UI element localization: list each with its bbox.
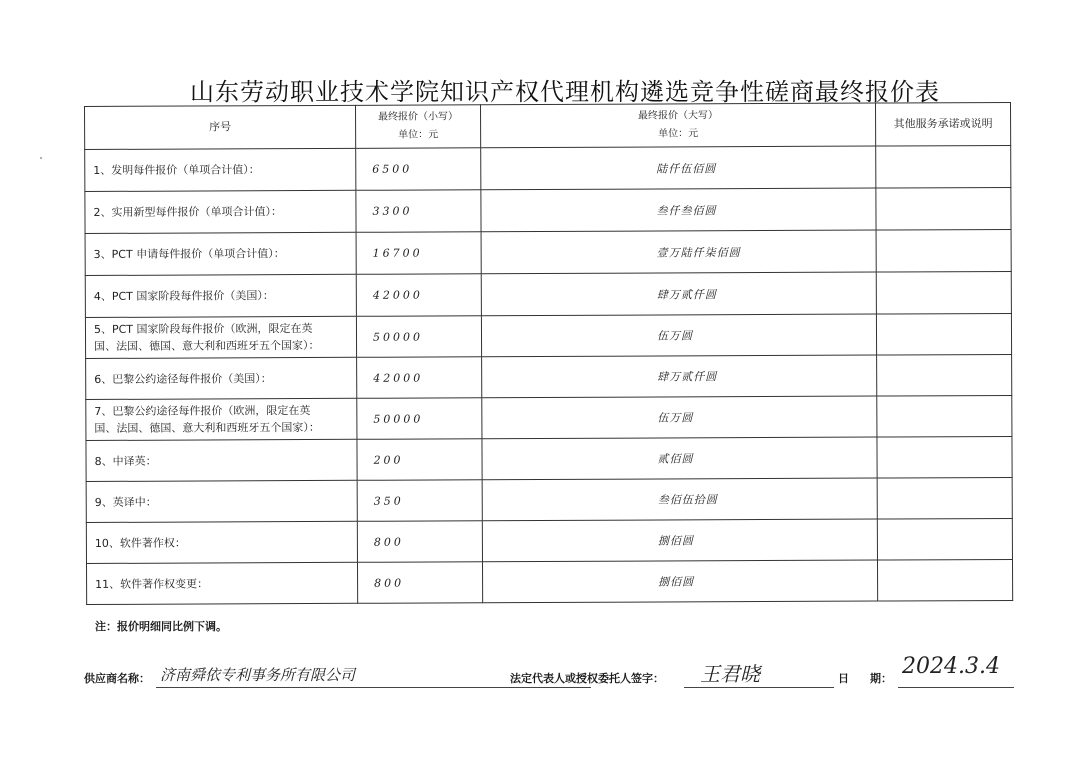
- row-amount-cn: 伍万圆: [481, 314, 876, 357]
- row-item-line: 国、法国、德国、意大利和西班牙五个国家）：: [94, 420, 320, 435]
- signature-footer: [84, 654, 1024, 694]
- row-amount-cn: 捌佰圆: [482, 519, 877, 562]
- row-amount-cn: 壹万陆仟柒佰圆: [481, 230, 876, 274]
- header-amount-upper-title: 最终报价（大写）: [638, 110, 719, 122]
- table-row: [86, 477, 1012, 522]
- table-row: [86, 354, 1012, 399]
- date-underline: [898, 687, 1014, 688]
- row-item: 10、软件著作权：: [86, 521, 357, 563]
- row-item: 3、PCT 申请每件报价（单项合计值）：: [85, 232, 356, 275]
- table-row: [85, 271, 1011, 317]
- row-item-line: 5、PCT 国家阶段每件报价（欧洲，限定在英: [93, 322, 313, 336]
- row-item: 6、巴黎公约途径每件报价（美国）：: [86, 357, 357, 399]
- row-amount: 50000: [356, 316, 481, 358]
- signer-label: 法定代表人或授权委托人签字：: [510, 672, 664, 685]
- row-amount-cn: 叁佰伍拾圆: [482, 478, 877, 521]
- row-amount: 50000: [357, 398, 482, 440]
- row-amount-cn: 陆仟伍佰圆: [481, 146, 876, 190]
- row-note: [877, 354, 1012, 396]
- row-note: [876, 271, 1011, 314]
- header-amount-lower: [355, 105, 480, 149]
- scan-speck: [40, 157, 42, 159]
- row-note: [876, 313, 1011, 355]
- row-note: [877, 395, 1012, 437]
- row-item: 4、PCT 国家阶段每件报价（美国）：: [85, 274, 356, 317]
- table-row: [86, 518, 1012, 563]
- row-amount-cn: 贰佰圆: [482, 437, 877, 480]
- row-note: [877, 559, 1012, 601]
- row-amount: 42000: [356, 274, 481, 317]
- supplier-underline: [156, 687, 591, 688]
- row-amount-cn: 叁仟叁佰圆: [481, 188, 876, 232]
- table-header-row: [85, 102, 1011, 149]
- row-note: [876, 187, 1011, 230]
- signer-underline: [684, 687, 834, 688]
- date-label-day: 日: [838, 672, 849, 685]
- row-item: 11、软件著作权变更：: [86, 562, 357, 604]
- row-amount: 800: [357, 562, 482, 604]
- date-label-period: 期：: [870, 672, 892, 685]
- row-amount: 200: [357, 439, 482, 481]
- header-amount-upper-unit: 单位：元: [658, 128, 699, 140]
- row-note: [876, 145, 1011, 188]
- row-amount-cn: 肆万贰仟圆: [481, 272, 876, 316]
- header-index: 序号: [85, 105, 356, 149]
- row-amount: 350: [357, 480, 482, 522]
- row-amount: 800: [357, 521, 482, 563]
- table-row: [86, 559, 1012, 604]
- row-item: [86, 398, 357, 440]
- row-amount: 16700: [356, 232, 481, 275]
- row-note: [877, 518, 1012, 560]
- supplier-name-handwritten: 济南舜依专利事务所有限公司: [160, 666, 356, 684]
- table-row: [86, 436, 1012, 481]
- header-other-notes: 其他服务承诺或说明: [875, 102, 1010, 146]
- row-note: [876, 229, 1011, 272]
- table-footnote: 注：报价明细同比例下调。: [95, 620, 227, 633]
- row-amount: 42000: [357, 357, 482, 399]
- row-item-line: 国、法国、德国、意大利和西班牙五个国家）：: [94, 338, 320, 353]
- table-row: [85, 229, 1011, 275]
- row-item: 8、中译英：: [86, 439, 357, 481]
- row-item: [85, 316, 356, 358]
- row-note: [877, 477, 1012, 519]
- signer-signature-handwritten: 王君晓: [700, 662, 760, 686]
- row-item: 1、发明每件报价（单项合计值）：: [85, 148, 356, 191]
- quotation-table: [84, 102, 1013, 605]
- row-amount: 6500: [356, 148, 481, 191]
- table-row: [85, 187, 1011, 233]
- row-note: [877, 436, 1012, 478]
- form-title: 山东劳动职业技术学院知识产权代理机构遴选竞争性磋商最终报价表: [190, 78, 940, 106]
- table-row: [86, 395, 1012, 440]
- row-item: 2、实用新型每件报价（单项合计值）：: [85, 190, 356, 233]
- row-amount-cn: 伍万圆: [482, 396, 877, 439]
- row-amount: 3300: [356, 190, 481, 233]
- date-handwritten: 2024.3.4: [902, 654, 1000, 679]
- supplier-label: 供应商名称：: [84, 672, 150, 685]
- row-item: 9、英译中：: [86, 480, 357, 522]
- row-amount-cn: 捌佰圆: [482, 560, 877, 603]
- row-amount-cn: 肆万贰仟圆: [482, 355, 877, 398]
- table-row: [85, 145, 1011, 191]
- header-amount-upper: [480, 103, 875, 148]
- header-amount-lower-unit: 单位：元: [398, 129, 439, 141]
- table-row: [85, 313, 1011, 358]
- row-item-line: 7、巴黎公约途径每件报价（欧洲，限定在英: [94, 404, 311, 418]
- header-amount-lower-title: 最终报价（小写）: [378, 111, 459, 123]
